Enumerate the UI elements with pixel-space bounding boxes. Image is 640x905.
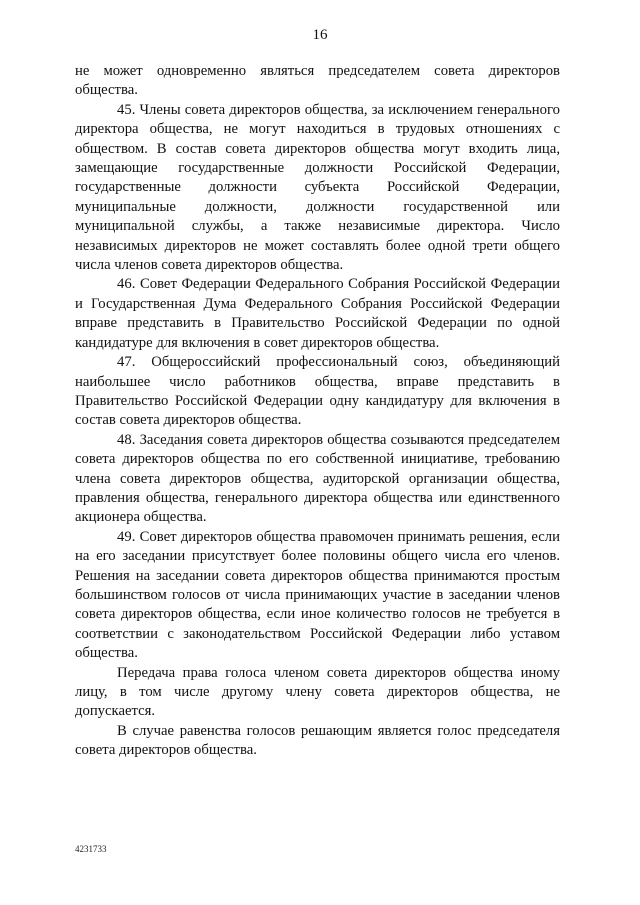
document-body — [75, 62, 560, 761]
paragraph-46: 46. Совет Федерации Федерального Собрания Российской Федерации и Государственная Дума Федерального Собрания Российской Федерации вправе представить в Правительство Российской Федерации по одной кандидатуре для включения в совет директоров общества. — [75, 276, 560, 351]
paragraph-47: 47. Общероссийский профессиональный союз, объединяющий наибольшее число работников общества, вправе представить в Правительство Российской Федерации одну кандидатуру для включения в состав совета директоров общества. — [75, 354, 560, 429]
paragraph-45: 45. Члены совета директоров общества, за исключением генерального директора общества, не могут находиться в трудовых отношениях с обществом. В состав совета директоров общества могут входить лица, замещающие государственные должности Российской Федерации, государственные должности субъекта Российской Федерации, муниципальные должности, должности государственной или муниципальной службы, а также независимые директора. Число независимых директоров не может составлять более одной трети общего числа членов совета директоров общества. — [75, 101, 560, 274]
document-code: 4231733 — [75, 844, 107, 854]
paragraph-49-vote-transfer: Передача права голоса членом совета директоров общества иному лицу, в том числе другому члену совета директоров общества, не допускается. — [75, 664, 560, 720]
paragraph-49: 49. Совет директоров общества правомочен принимать решения, если на его заседании присутствует более половины общего числа его членов. Решения на заседании совета директоров общества принимаются простым большинством голосов от числа принимающих участие в заседании членов совета директоров общества, если иное количество голосов не требуется в соответствии с законодательством Российской Федерации либо уставом общества. — [75, 528, 560, 662]
paragraph-49-tie-vote: В случае равенства голосов решающим является голос председателя совета директоров общества. — [75, 722, 560, 759]
page-number: 16 — [312, 27, 328, 43]
paragraph-continuation: не может одновременно являться председателем совета директоров общества. — [75, 63, 560, 99]
paragraph-48: 48. Заседания совета директоров общества созываются председателем совета директоров общества по его собственной инициативе, требованию члена совета директоров общества, аудиторской организации общества, правления общества, генерального директора общества или единственного акционера общества. — [75, 431, 560, 526]
